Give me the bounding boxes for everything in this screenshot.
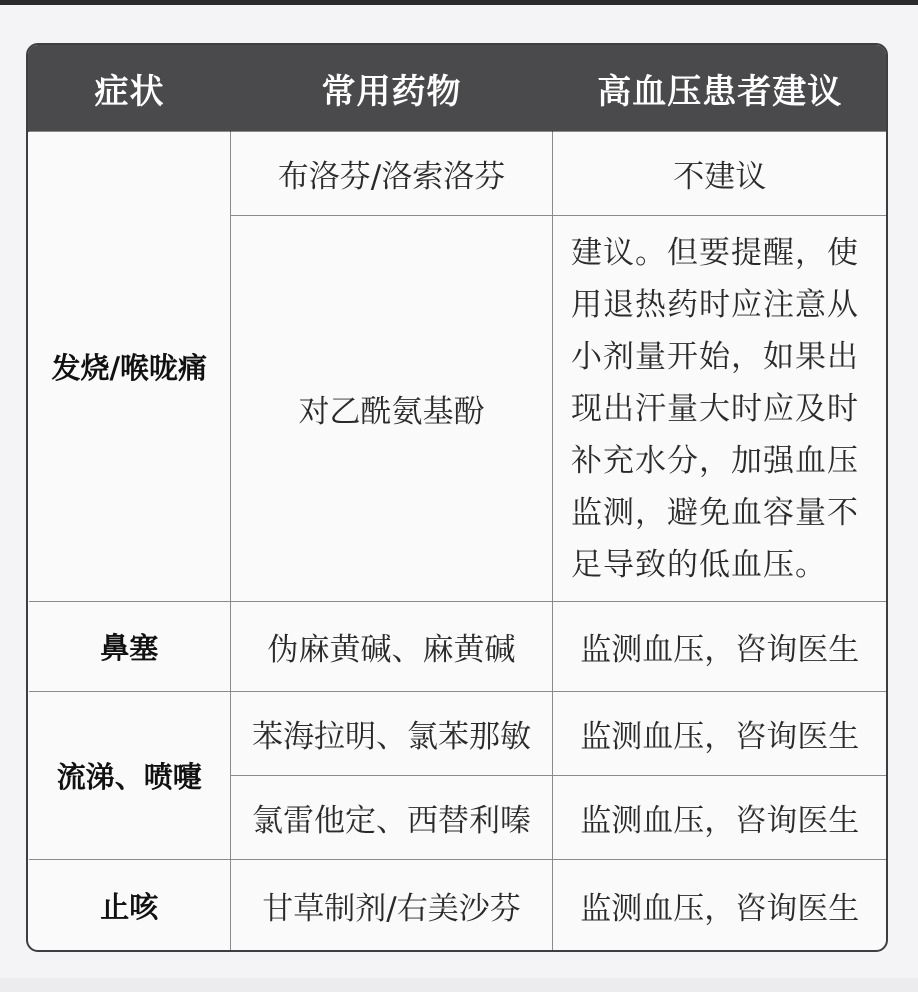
top-border xyxy=(0,0,918,5)
symptom-cell: 止咳 xyxy=(29,860,231,950)
header-symptom: 症状 xyxy=(29,45,231,132)
table-row xyxy=(29,602,887,692)
medication-table-card xyxy=(26,43,888,952)
advice-cell: 监测血压，咨询医生 xyxy=(553,860,887,950)
drug-cell: 伪麻黄碱、麻黄碱 xyxy=(231,602,553,692)
table-header-row xyxy=(29,45,887,132)
symptom-cell: 发烧/喉咙痛 xyxy=(29,132,231,602)
advice-cell: 建议。但要提醒，使用退热药时应注意从小剂量开始，如果出现出汗量大时应及时补充水分，加强血压监测，避免血容量不足导致的低血压。 xyxy=(553,216,887,602)
header-medicine: 常用药物 xyxy=(231,45,553,132)
header-advice: 高血压患者建议 xyxy=(553,45,887,132)
symptom-cell: 流涕、喷嚏 xyxy=(29,692,231,860)
drug-cell: 氯雷他定、西替利嗪 xyxy=(231,776,553,860)
symptom-cell: 鼻塞 xyxy=(29,602,231,692)
drug-cell: 布洛芬/洛索洛芬 xyxy=(231,132,553,216)
drug-cell: 对乙酰氨基酚 xyxy=(231,216,553,602)
drug-cell: 苯海拉明、氯苯那敏 xyxy=(231,692,553,776)
bottom-strip xyxy=(0,978,918,992)
medication-table xyxy=(28,45,887,950)
table-row xyxy=(29,860,887,950)
advice-cell: 不建议 xyxy=(553,132,887,216)
advice-cell: 监测血压，咨询医生 xyxy=(553,776,887,860)
advice-cell: 监测血压，咨询医生 xyxy=(553,692,887,776)
drug-cell: 甘草制剂/右美沙芬 xyxy=(231,860,553,950)
advice-cell: 监测血压，咨询医生 xyxy=(553,602,887,692)
table-row xyxy=(29,132,887,216)
table-row xyxy=(29,692,887,776)
